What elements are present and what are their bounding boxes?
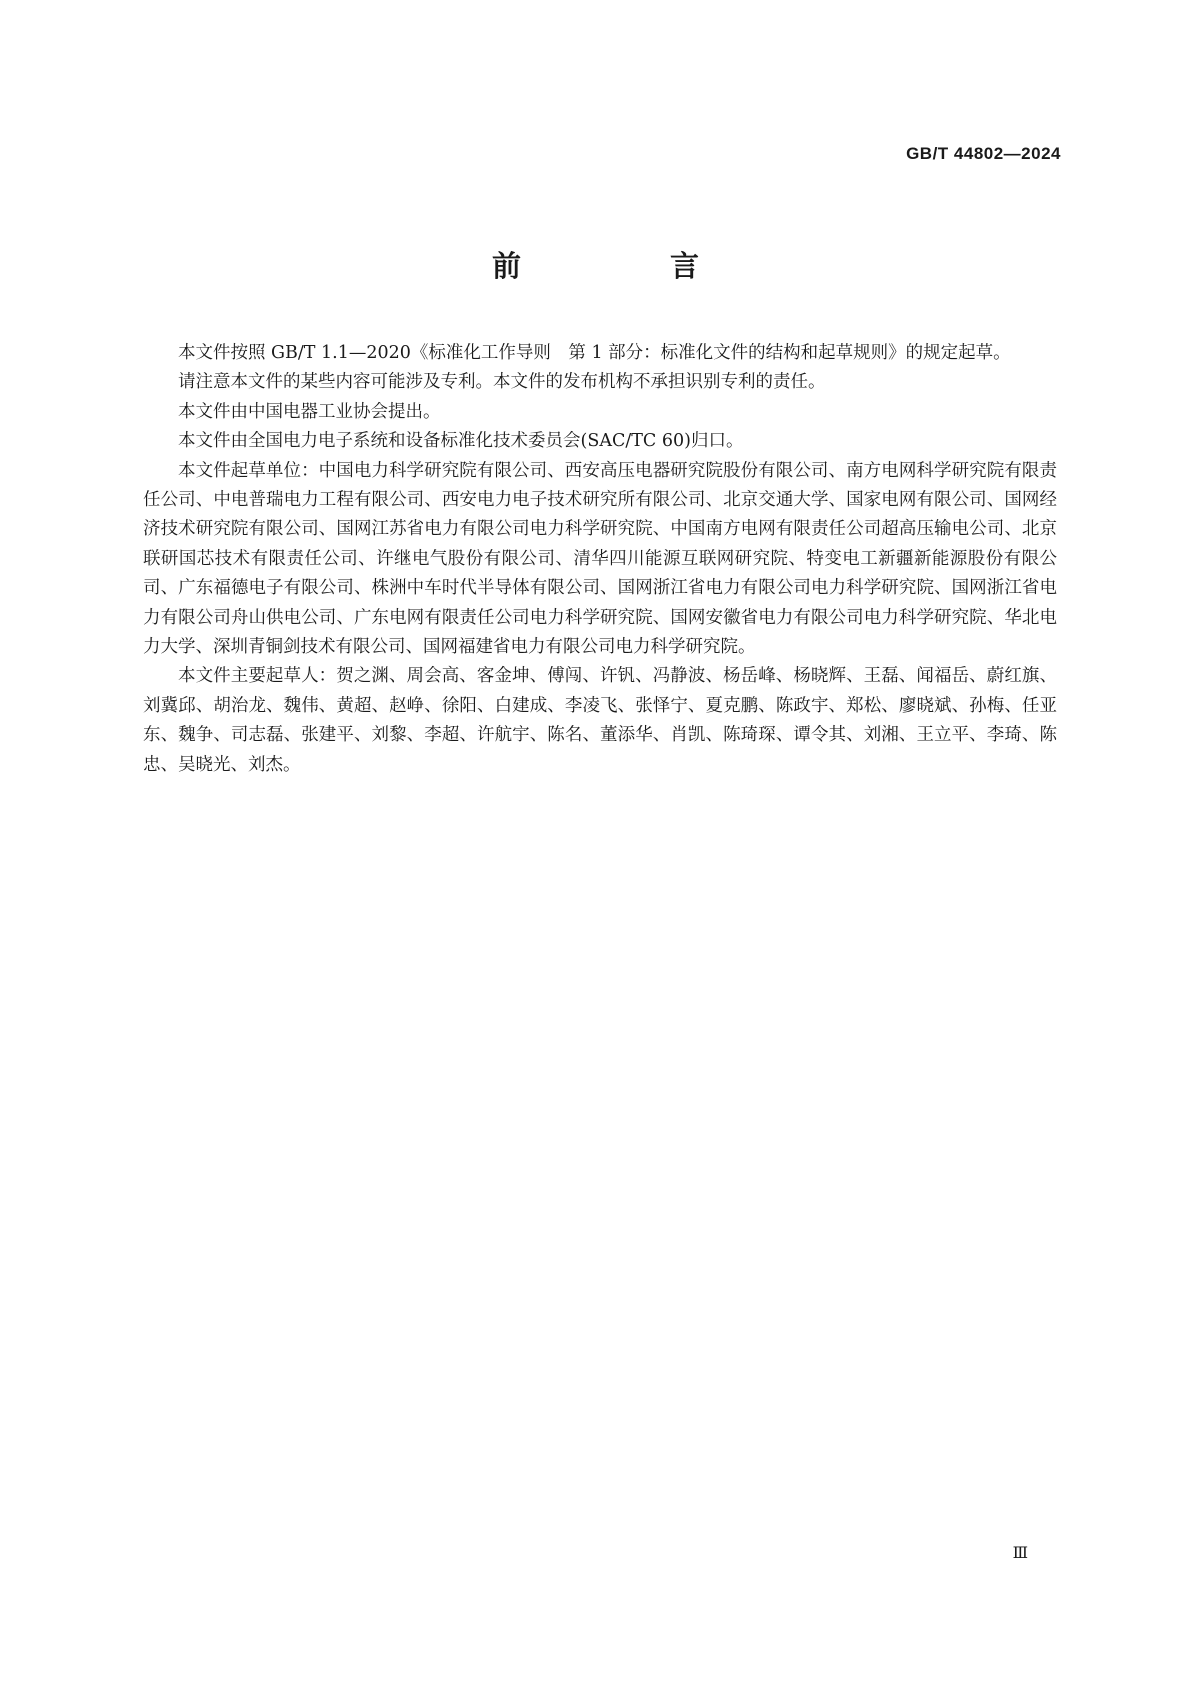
paragraph-committee: 本文件由全国电力电子系统和设备标准化技术委员会(SAC/TC 60)归口。: [178, 431, 744, 452]
standard-code-header: GB/T 44802—2024: [906, 144, 1061, 163]
page-title: 前 言: [491, 249, 759, 283]
paragraph-patent-notice: 请注意本文件的某些内容可能涉及专利。本文件的发布机构不承担识别专利的责任。: [178, 372, 826, 393]
paragraph-drafting-rules: 本文件按照 GB/T 1.1—2020《标准化工作导则 第 1 部分：标准化文件的结构和起草规则》的规定起草。: [178, 343, 1011, 363]
paragraph-proposer: 本文件由中国电器工业协会提出。: [178, 401, 441, 422]
paragraph-drafting-organizations: 本文件起草单位：中国电力科学研究院有限公司、西安高压电器研究院股份有限公司、南方电网科学研究院有限责任公司、中电普瑞电力工程有限公司、西安电力电子技术研究所有限公司、北京交通大学、国家电网有限公司、国网经济技术研究院有限公司、国网江苏省电力有限公司电力科学研究院、中国南方电网有限责任公司超高压输电公司、北京联研国芯技术有限责任公司、许继电气股份有限公司、清华四川能源互联网研究院、特变电工新疆新能源股份有限公司、广东福德电子有限公司、株洲中车时代半导体有限公司、国网浙江省电力有限公司电力科学研究院、国网浙江省电力有限公司舟山供电公司、广东电网有限责任公司电力科学研究院、国网安徽省电力有限公司电力科学研究院、华北电力大学、深圳青铜剑技术有限公司、国网福建省电力有限公司电力科学研究院。: [143, 460, 1057, 658]
paragraph-drafters: 本文件主要起草人：贺之渊、周会高、客金坤、傅闯、许钒、冯静波、杨岳峰、杨晓辉、王磊、闻福岳、蔚红旗、刘冀邱、胡治龙、魏伟、黄超、赵峥、徐阳、白建成、李凌飞、张怿宁、夏克鹏、陈政宇、郑松、廖晓斌、孙梅、任亚东、魏争、司志磊、张建平、刘黎、李超、许航宇、陈名、董添华、肖凯、陈琦琛、谭令其、刘湘、王立平、李琦、陈忠、吴晓光、刘杰。: [143, 666, 1057, 775]
page-number: Ⅲ: [1012, 1543, 1028, 1562]
foreword-body: [143, 339, 1057, 780]
